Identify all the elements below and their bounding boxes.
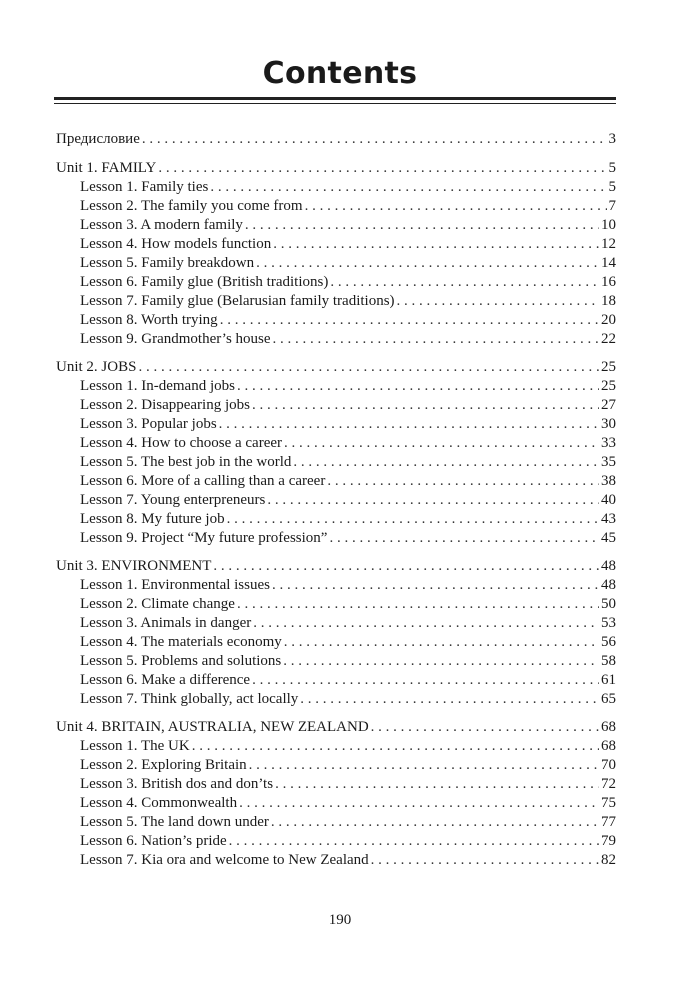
leader-dots [213,557,599,576]
leader-dots [237,595,599,614]
toc-entry-label: Lesson 1. In-demand jobs [80,378,235,394]
toc-entry-page: 48 [601,558,616,574]
toc-entry-page: 40 [601,492,616,508]
toc-entry-page: 16 [601,274,616,290]
toc-unit-heading[interactable] [56,557,616,576]
toc-entry-page: 25 [601,378,616,394]
toc-entry-label: Lesson 7. Think globally, act locally [80,691,299,707]
leader-dots [267,491,599,510]
toc-lesson-entry[interactable] [56,415,616,434]
leader-dots [371,718,599,737]
leader-dots [273,235,599,254]
leader-dots [138,358,599,377]
toc-entry-label: Lesson 8. My future job [80,511,225,527]
toc-lesson-entry[interactable] [56,652,616,671]
leader-dots [237,377,599,396]
toc-lesson-entry[interactable] [56,377,616,396]
toc-entry-page: 7 [608,198,616,214]
leader-dots [327,472,599,491]
leader-dots [329,529,599,548]
toc-entry-page: 12 [601,236,616,252]
toc-entry-label: Lesson 5. The land down under [80,814,269,830]
toc-entry-page: 5 [608,179,616,195]
toc-lesson-entry[interactable] [56,794,616,813]
toc-unit [56,358,616,548]
leader-dots [273,330,599,349]
toc-unit [56,159,616,349]
toc-entry-label: Lesson 3. Animals in danger [80,615,252,631]
toc-entry-label: Lesson 5. Problems and solutions [80,653,282,669]
toc-lesson-entry[interactable] [56,671,616,690]
toc-entry-page: 33 [601,435,616,451]
toc-entry-page: 77 [601,814,616,830]
toc-entry-label: Lesson 7. Young enterpreneurs [80,492,266,508]
leader-dots [275,775,599,794]
leader-dots [192,737,599,756]
toc-entry-label: Unit 1. FAMILY [56,160,157,176]
toc-entry-label: Lesson 2. The family you come from [80,198,303,214]
toc-entry-page: 3 [608,131,616,147]
toc-entry-label: Предисловие [56,131,140,147]
toc-entry-label: Lesson 4. Commonwealth [80,795,238,811]
toc-entry-label: Lesson 5. Family breakdown [80,255,255,271]
toc-lesson-entry[interactable] [56,273,616,292]
toc-entry-page: 43 [601,511,616,527]
toc-entry-page: 61 [601,672,616,688]
toc-unit [56,718,616,870]
toc-entry-label: Lesson 4. How models function [80,236,272,252]
title-rule-thin [54,103,616,104]
leader-dots [305,197,607,216]
toc-entry-page: 22 [601,331,616,347]
toc-entry-page: 25 [601,359,616,375]
leader-dots [293,453,599,472]
toc-entry-label: Lesson 4. How to choose a career [80,435,283,451]
toc-entry-label: Lesson 8. Worth trying [80,312,218,328]
toc-entry-page: 14 [601,255,616,271]
leader-dots [330,273,599,292]
toc-entry-page: 82 [601,852,616,868]
toc-lesson-entry[interactable] [56,756,616,775]
page-number: 190 [328,912,352,928]
toc-entry-page: 18 [601,293,616,309]
toc-lesson-entry[interactable] [56,254,616,273]
toc-lesson-entry[interactable] [56,491,616,510]
leader-dots [249,756,599,775]
toc-lesson-entry[interactable] [56,813,616,832]
leader-dots [284,434,599,453]
toc-entry-label: Lesson 4. The materials economy [80,634,282,650]
toc-lesson-entry[interactable] [56,292,616,311]
leader-dots [283,652,599,671]
toc-entry-label: Lesson 1. Environmental issues [80,577,270,593]
toc-unit-heading[interactable] [56,358,616,377]
toc-lesson-entry[interactable] [56,330,616,349]
toc-entry-label: Lesson 2. Exploring Britain [80,757,247,773]
toc-entry-page: 56 [601,634,616,650]
toc-lesson-entry[interactable] [56,453,616,472]
leader-dots [210,178,606,197]
leader-dots [371,851,599,870]
toc-entry-label: Unit 3. ENVIRONMENT [56,558,212,574]
leader-dots [271,813,599,832]
toc-entry-page: 68 [601,738,616,754]
toc-entry-label: Lesson 1. Family ties [80,179,209,195]
title-rule-thick [54,97,616,100]
toc-lesson-entry[interactable] [56,633,616,652]
leader-dots [239,794,599,813]
toc-entry-label: Lesson 3. A modern family [80,217,243,233]
toc-entry-page: 58 [601,653,616,669]
leader-dots [256,254,599,273]
toc-entry-label: Lesson 6. Nation’s pride [80,833,227,849]
toc-lesson-entry[interactable] [56,197,616,216]
toc-entry-page: 20 [601,312,616,328]
toc-entry-page: 10 [601,217,616,233]
toc-lesson-entry[interactable] [56,216,616,235]
toc-entry-label: Lesson 2. Disappearing jobs [80,397,250,413]
toc-entry-label: Lesson 2. Climate change [80,596,235,612]
toc-lesson-entry[interactable] [56,851,616,870]
leader-dots [253,614,599,633]
leader-dots [272,576,599,595]
toc-lesson-entry[interactable] [56,775,616,794]
toc-entry-label: Lesson 1. The UK [80,738,190,754]
toc-lesson-entry[interactable] [56,311,616,330]
toc-entry-label: Lesson 6. Make a difference [80,672,251,688]
toc-lesson-entry[interactable] [56,614,616,633]
toc-unit [56,557,616,709]
toc-lesson-entry[interactable] [56,595,616,614]
leader-dots [229,832,599,851]
toc-lesson-entry[interactable] [56,434,616,453]
toc-entry-page: 35 [601,454,616,470]
leader-dots [284,633,599,652]
toc-lesson-entry[interactable] [56,737,616,756]
leader-dots [397,292,599,311]
toc-entry-label: Unit 2. JOBS [56,359,137,375]
toc-entry-page: 50 [601,596,616,612]
toc-lesson-entry[interactable] [56,529,616,548]
toc-entry-label: Lesson 6. More of a calling than a career [80,473,326,489]
leader-dots [219,415,599,434]
toc-entry-page: 48 [601,577,616,593]
toc-entry-label: Lesson 5. The best job in the world [80,454,292,470]
toc-lesson-entry[interactable] [56,832,616,851]
toc-unit-heading[interactable] [56,718,616,737]
leader-dots [252,396,599,415]
toc-entry-page: 72 [601,776,616,792]
toc-entry-label: Lesson 3. British dos and don’ts [80,776,274,792]
leader-dots [252,671,599,690]
page-title: Contents [262,56,418,91]
toc-entry-page: 45 [601,530,616,546]
leader-dots [220,311,599,330]
toc-lesson-entry[interactable] [56,472,616,491]
table-of-contents [56,130,616,870]
toc-entry-label: Lesson 9. Grandmother’s house [80,331,271,347]
toc-entry-page: 65 [601,691,616,707]
toc-entry-page: 70 [601,757,616,773]
leader-dots [227,510,599,529]
toc-entry-label: Lesson 3. Popular jobs [80,416,217,432]
toc-entry-page: 68 [601,719,616,735]
leader-dots [142,130,607,149]
toc-lesson-entry[interactable] [56,235,616,254]
toc-entry-label: Lesson 7. Kia ora and welcome to New Zealand [80,852,369,868]
toc-lesson-entry[interactable] [56,178,616,197]
toc-entry-page: 38 [601,473,616,489]
toc-entry-label: Lesson 6. Family glue (British traditions) [80,274,329,290]
toc-unit-heading[interactable] [56,159,616,178]
leader-dots [300,690,599,709]
toc-lesson-entry[interactable] [56,510,616,529]
toc-lesson-entry[interactable] [56,576,616,595]
toc-entry-page: 75 [601,795,616,811]
toc-entry-page: 27 [601,397,616,413]
toc-entry-page: 53 [601,615,616,631]
toc-entry-page: 30 [601,416,616,432]
toc-entry-preface[interactable] [56,130,616,149]
leader-dots [158,159,606,178]
toc-lesson-entry[interactable] [56,690,616,709]
units-list [56,159,616,870]
toc-entry-label: Lesson 9. Project “My future profession” [80,530,328,546]
toc-entry-page: 79 [601,833,616,849]
toc-entry-page: 5 [608,160,616,176]
toc-entry-label: Lesson 7. Family glue (Belarusian family traditions) [80,293,395,309]
toc-entry-label: Unit 4. BRITAIN, AUSTRALIA, NEW ZEALAND [56,719,369,735]
toc-lesson-entry[interactable] [56,396,616,415]
leader-dots [245,216,599,235]
